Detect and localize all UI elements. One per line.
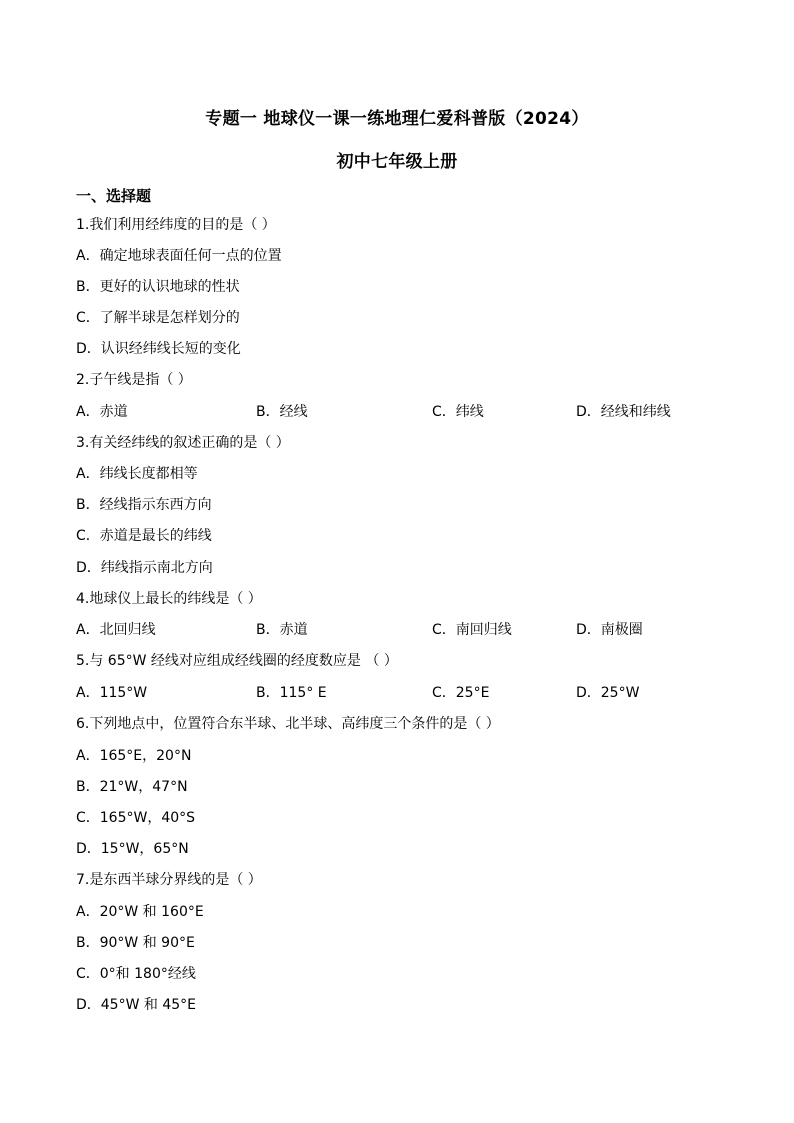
question-3-option-d: D．纬线指示南北方向 (76, 560, 213, 576)
question-7-option-c: C．0°和 180°经线 (76, 966, 196, 982)
question-4-options (0, 620, 794, 640)
question-1-stem: 1.我们利用经纬度的目的是（ ） (76, 217, 276, 233)
question-3-option-c: C．赤道是最长的纬线 (76, 528, 212, 544)
question-6-option-d: D．15°W，65°N (76, 841, 189, 857)
document-subtitle: 初中七年级上册 (336, 152, 458, 172)
question-7-option-b: B．90°W 和 90°E (76, 935, 195, 951)
question-5-option-c: C．25°E (432, 685, 490, 701)
question-1-option-c: C．了解半球是怎样划分的 (76, 310, 240, 326)
question-1-option-d: D．认识经纬线长短的变化 (76, 341, 241, 357)
question-2-option-c: C．纬线 (432, 404, 484, 420)
question-4-option-d: D．南极圈 (576, 622, 643, 638)
question-7-option-d: D．45°W 和 45°E (76, 997, 196, 1013)
section-heading: 一、选择题 (76, 187, 152, 205)
question-2-option-b: B．经线 (256, 404, 308, 420)
question-5-option-d: D．25°W (576, 685, 640, 701)
question-5-option-b: B．115° E (256, 685, 327, 701)
question-1-option-b: B．更好的认识地球的性状 (76, 279, 240, 295)
question-5-options (0, 683, 794, 703)
question-6-stem: 6.下列地点中，位置符合东半球、北半球、高纬度三个条件的是（ ） (76, 716, 500, 732)
question-2-option-a: A．赤道 (76, 404, 128, 420)
question-2-option-d: D．经线和纬线 (576, 404, 671, 420)
question-7-option-a: A．20°W 和 160°E (76, 904, 204, 920)
document-title: 专题一 地球仪一课一练地理仁爱科普版（2024） (205, 109, 589, 129)
question-3-option-a: A．纬线长度都相等 (76, 466, 198, 482)
question-6-option-c: C．165°W，40°S (76, 810, 196, 826)
question-4-stem: 4.地球仪上最长的纬线是（ ） (76, 591, 262, 607)
question-3-option-b: B．经线指示东西方向 (76, 497, 212, 513)
question-6-option-b: B．21°W，47°N (76, 779, 188, 795)
question-6-option-a: A．165°E，20°N (76, 748, 192, 764)
question-4-option-c: C．南回归线 (432, 622, 512, 638)
question-4-option-a: A．北回归线 (76, 622, 156, 638)
question-5-stem: 5.与 65°W 经线对应组成经线圈的经度数应是 （ ） (76, 653, 398, 669)
question-7-stem: 7.是东西半球分界线的是（ ） (76, 872, 262, 888)
question-1-option-a: A．确定地球表面任何一点的位置 (76, 248, 282, 264)
question-4-option-b: B．赤道 (256, 622, 308, 638)
question-3-stem: 3.有关经纬线的叙述正确的是（ ） (76, 435, 290, 451)
question-2-options (0, 402, 794, 422)
question-5-option-a: A．115°W (76, 685, 148, 701)
question-2-stem: 2.子午线是指（ ） (76, 372, 192, 388)
